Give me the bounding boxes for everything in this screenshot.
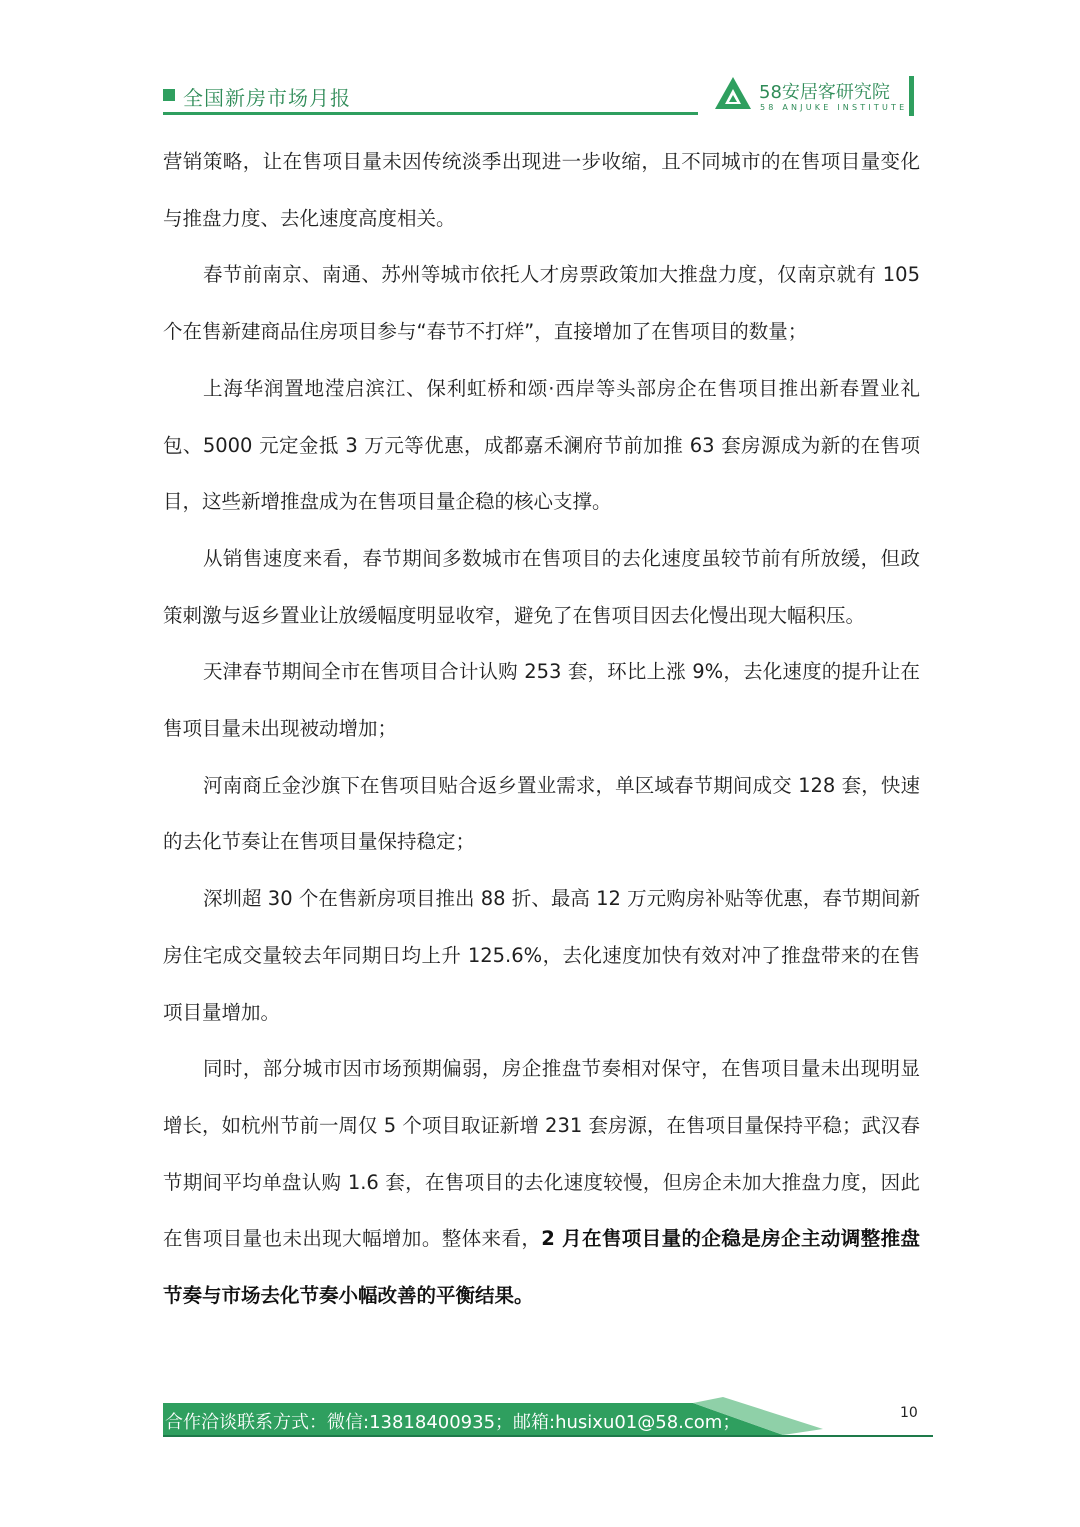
institute-name-en: 58 ANJUKE INSTITUTE: [760, 103, 908, 112]
contact-info: 合作洽谈联系方式：微信:13818400935；邮箱:husixu01@58.com；: [165, 1412, 741, 1433]
paragraph: 深圳超 30 个在售新房项目推出 88 折、最高 12 万元购房补贴等优惠，春节期间新房住宅成交量较去年同期日均上升 125.6%，去化速度加快有效对冲了推盘带来的在售项目量增加。: [163, 887, 920, 1024]
report-title: 全国新房市场月报: [183, 86, 351, 110]
page-footer: [163, 1397, 933, 1439]
header-divider: [163, 112, 698, 115]
page-header: [163, 72, 923, 122]
paragraph: 上海华润置地滢启滨江、保利虹桥和颂·西岸等头部房企在售项目推出新春置业礼包、5000 元定金抵 3 万元等优惠，成都嘉禾澜府节前加推 63 套房源成为新的在售项目，这些新增推盘成为在售项目量企稳的核心支撑。: [163, 376, 920, 514]
paragraph: 河南商丘金沙旗下在售项目贴合返乡置业需求，单区域春节期间成交 128 套，快速的去化节奏让在售项目量保持稳定；: [163, 773, 920, 854]
paragraph: 天津春节期间全市在售项目合计认购 253 套，环比上涨 9%，去化速度的提升让在售项目量未出现被动增加；: [163, 660, 920, 741]
paragraph: 营销策略，让在售项目量未因传统淡季出现进一步收缩，且不同城市的在售项目量变化与推盘力度、去化速度高度相关。: [163, 150, 920, 230]
header-square-icon: [163, 89, 175, 101]
conclusion-bold: 2 月在售项目量的企稳是房企主动调整推盘节奏与市场去化节奏小幅改善的平衡结果。: [163, 1227, 920, 1308]
paragraph-text: 同时，部分城市因市场预期偏弱，房企推盘节奏相对保守，在售项目量未出现明显增长，如杭州节前一周仅 5 个项目取证新增 231 套房源，在售项目量保持平稳；武汉春节期间平均单盘认购 1.6 套，在售项目的去化速度较慢，但房企未加大推盘力度，因此在售项目量也未出现大幅增加。整体来看，: [163, 1057, 920, 1251]
institute-name: 58安居客研究院: [759, 82, 890, 103]
paragraph: 从销售速度来看，春节期间多数城市在售项目的去化速度虽较节前有所放缓，但政策刺激与返乡置业让放缓幅度明显收窄，避免了在售项目因去化慢出现大幅积压。: [163, 546, 920, 627]
report-body: [163, 134, 920, 1325]
header-accent-bar: [909, 76, 914, 116]
paragraph-conclusion: [163, 1041, 920, 1325]
paragraph: 春节前南京、南通、苏州等城市依托人才房票政策加大推盘力度，仅南京就有 105 个在售新建商品住房项目参与“春节不打烊”，直接增加了在售项目的数量；: [163, 263, 920, 344]
institute-logo-icon: [714, 76, 752, 110]
page-number: 10: [900, 1405, 918, 1421]
